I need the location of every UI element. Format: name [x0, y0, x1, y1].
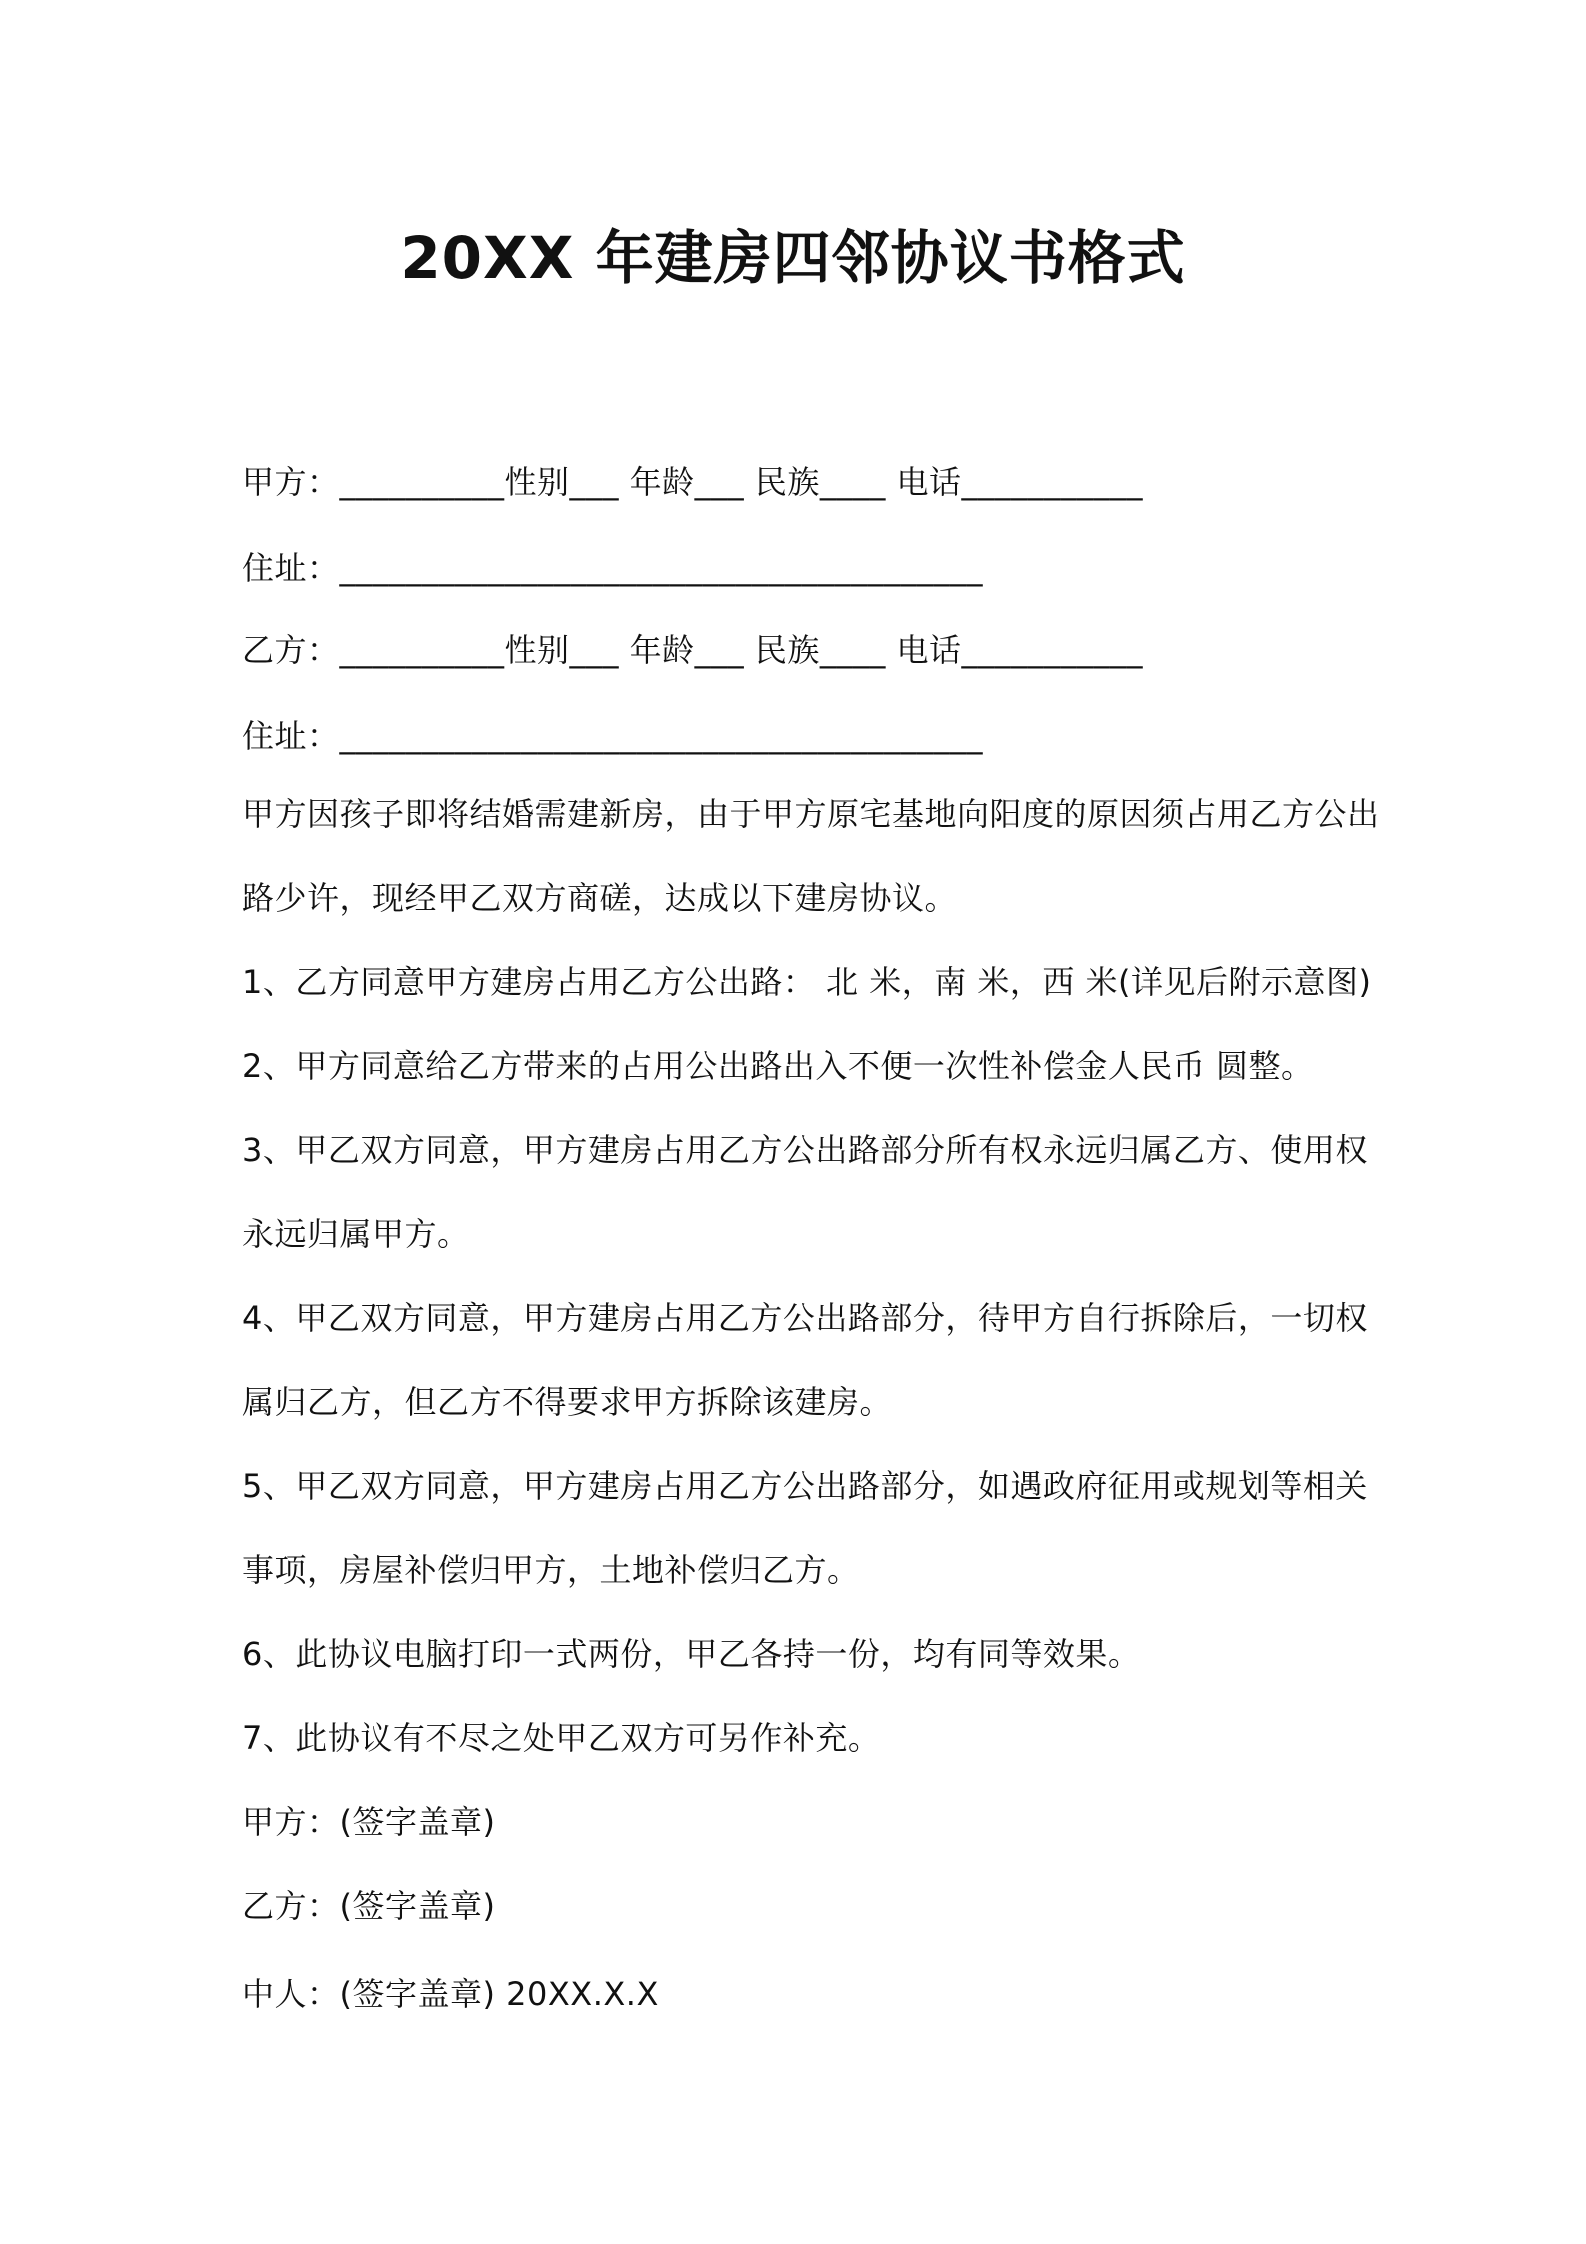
intro-paragraph-line-2: 路少许，现经甲乙双方商磋，达成以下建房协议。: [242, 879, 958, 917]
signature-middleman-date: 中人：(签字盖章) 20XX.X.X: [242, 1975, 659, 2013]
page-title: 20XX 年建房四邻协议书格式: [400, 224, 1186, 292]
clause-6: 6、此协议电脑打印一式两份，甲乙各持一份，均有同等效果。: [242, 1635, 1141, 1673]
clause-5-line-2: 事项，房屋补偿归甲方，土地补偿归乙方。: [242, 1551, 860, 1589]
clause-3-line-1: 3、甲乙双方同意，甲方建房占用乙方公出路部分所有权永远归属乙方、使用权: [242, 1131, 1368, 1169]
clause-1: 1、乙方同意甲方建房占用乙方公出路： 北 米，南 米，西 米(详见后附示意图): [242, 963, 1372, 1001]
party-a-address-line: 住址：_______________________________________: [242, 549, 984, 587]
party-a-info-line: 甲方：__________性别___ 年龄___ 民族____ 电话___________: [242, 463, 1144, 501]
clause-3-line-2: 永远归属甲方。: [242, 1215, 470, 1253]
intro-paragraph-line-1: 甲方因孩子即将结婚需建新房，由于甲方原宅基地向阳度的原因须占用乙方公出: [242, 795, 1380, 833]
clause-7: 7、此协议有不尽之处甲乙双方可另作补充。: [242, 1719, 881, 1757]
signature-party-b: 乙方：(签字盖章): [242, 1887, 496, 1925]
clause-5-line-1: 5、甲乙双方同意，甲方建房占用乙方公出路部分，如遇政府征用或规划等相关: [242, 1467, 1368, 1505]
clause-2: 2、甲方同意给乙方带来的占用公出路出入不便一次性补偿金人民币 圆整。: [242, 1047, 1314, 1085]
clause-4-line-1: 4、甲乙双方同意，甲方建房占用乙方公出路部分，待甲方自行拆除后，一切权: [242, 1299, 1368, 1337]
party-b-address-line: 住址：_______________________________________: [242, 717, 984, 755]
clause-4-line-2: 属归乙方，但乙方不得要求甲方拆除该建房。: [242, 1383, 893, 1421]
signature-party-a: 甲方：(签字盖章): [242, 1803, 496, 1841]
party-b-info-line: 乙方：__________性别___ 年龄___ 民族____ 电话___________: [242, 631, 1144, 669]
